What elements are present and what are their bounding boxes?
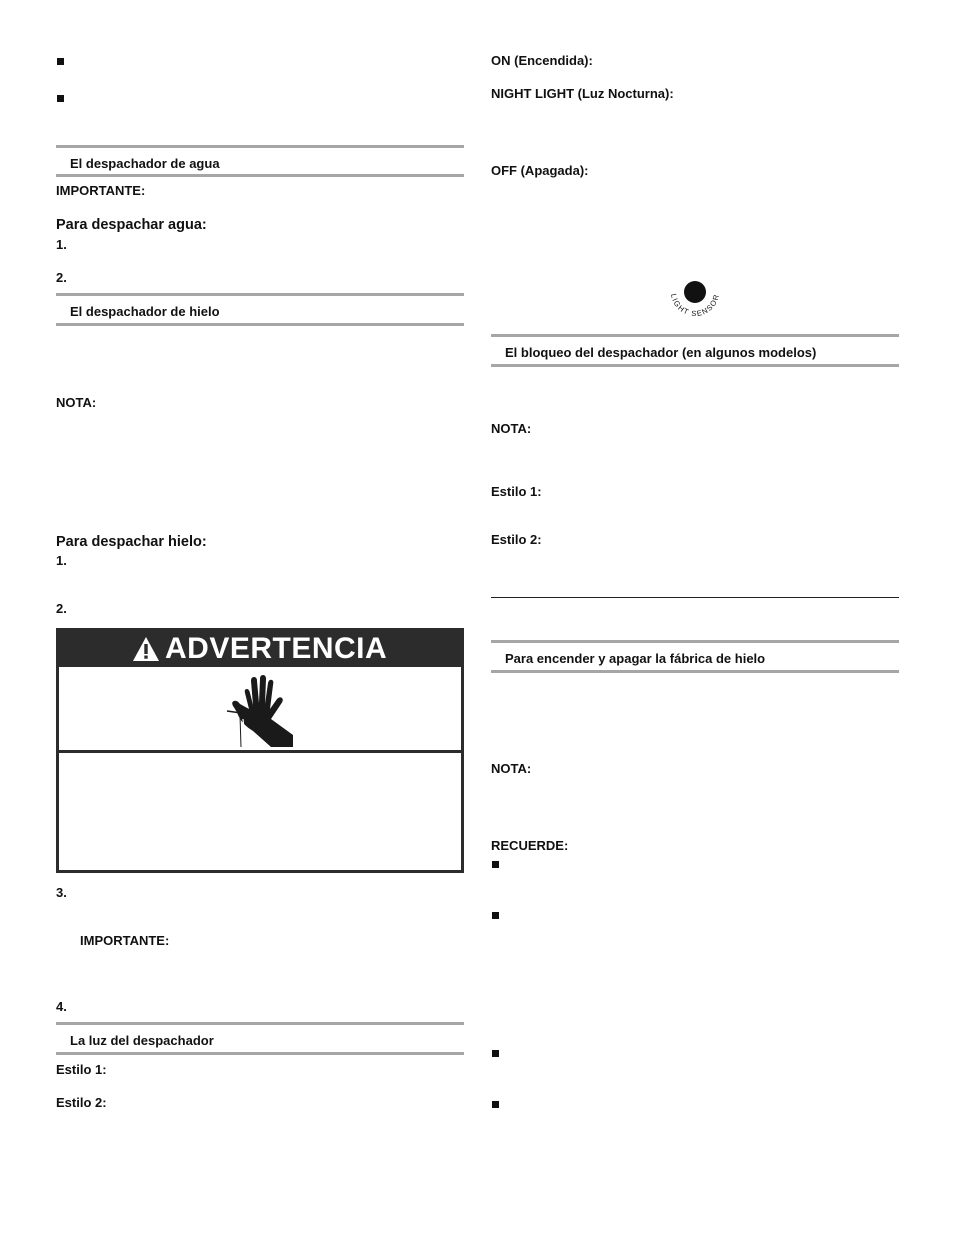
style-2-label: Estilo 2: [56,1095,107,1110]
section-title: El bloqueo del despachador (en algunos modelos) [505,345,817,360]
section-header-ice-maker [491,640,899,673]
step-number: 2. [56,270,67,285]
warning-divider [59,750,461,753]
nota-label: NOTA: [491,761,532,776]
bullet-icon [57,58,64,65]
nota-label: NOTA: [491,421,532,436]
section-header-dispenser-light [56,1022,464,1055]
section-title: El despachador de agua [70,156,220,171]
section-title: La luz del despachador [70,1033,214,1048]
warning-box [56,628,464,873]
warning-header [59,631,461,667]
importante-label: IMPORTANTE: [80,933,170,948]
step-number: 2. [56,601,67,616]
warning-title: ADVERTENCIA [165,632,388,665]
nota-label: NOTA: [56,395,97,410]
warning-triangle-icon [132,636,160,662]
on-label: ON (Encendida): [491,53,593,68]
subheading-dispense-water: Para despachar agua: [56,217,207,233]
bullet-icon [57,95,64,102]
step-number: 3. [56,885,67,900]
importante-label: IMPORTANTE: [56,183,146,198]
section-header-water-dispenser [56,145,464,177]
recuerde-label: RECUERDE: [491,838,569,853]
subheading-dispense-ice: Para despachar hielo: [56,534,207,550]
cut-hazard-hand-icon [225,675,295,747]
bullet-icon [492,1050,499,1057]
divider [491,597,899,598]
night-light-label: NIGHT LIGHT (Luz Nocturna): [491,86,674,101]
section-header-ice-dispenser [56,293,464,326]
style-1-label: Estilo 1: [56,1062,107,1077]
off-label: OFF (Apagada): [491,163,589,178]
light-sensor-icon [660,275,730,325]
step-number: 1. [56,553,67,568]
step-number: 1. [56,237,67,252]
light-sensor-text: LIGHT SENSOR [668,292,722,319]
bullet-icon [492,861,499,868]
bullet-icon [492,912,499,919]
bullet-icon [492,1101,499,1108]
section-title: El despachador de hielo [70,304,220,319]
section-title: Para encender y apagar la fábrica de hielo [505,651,766,666]
style-2-label: Estilo 2: [491,532,542,547]
step-number: 4. [56,999,67,1014]
style-1-label: Estilo 1: [491,484,542,499]
section-header-dispenser-lock [491,334,899,367]
